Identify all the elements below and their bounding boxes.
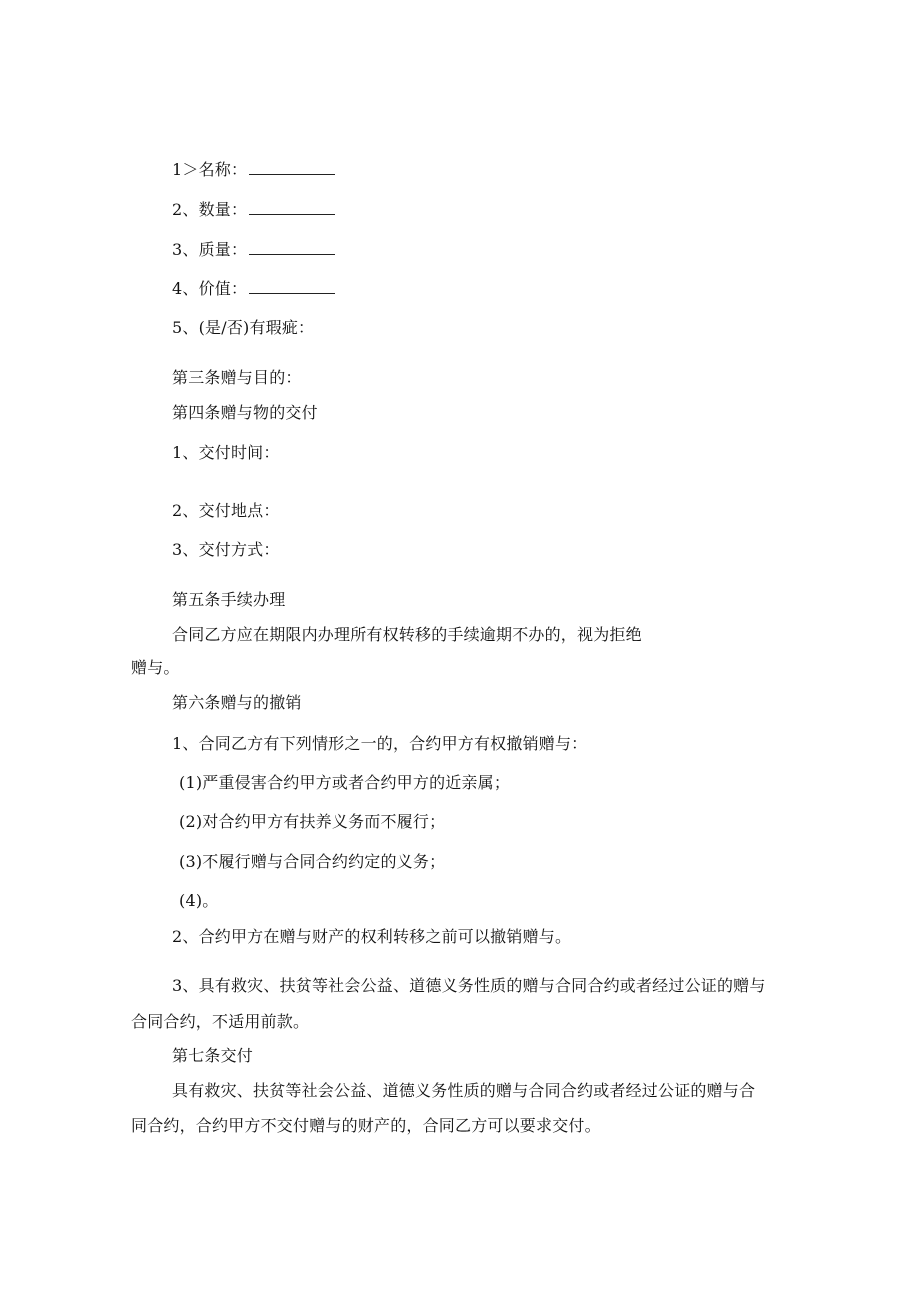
article5-title: 第五条手续办理 <box>172 590 286 609</box>
gift-value-blank <box>249 279 335 294</box>
gift-quality-blank <box>249 240 335 255</box>
gift-value-label: 4、价值： <box>172 279 248 298</box>
article6-sub-item3: (3)不履行赠与合同合约约定的义务； <box>179 852 446 871</box>
article5-body-line1: 合同乙方应在期限内办理所有权转移的手续逾期不办的，视为拒绝 <box>172 625 642 644</box>
article6-item3-line1: 3、具有救灾、扶贫等社会公益、道德义务性质的赠与合同合约或者经过公证的赠与 <box>172 976 766 995</box>
article7-body-line2: 同合约，合约甲方不交付赠与的财产的，合同乙方可以要求交付。 <box>131 1116 601 1135</box>
article6-sub-item2: (2)对合约甲方有扶养义务而不履行； <box>179 812 446 831</box>
gift-name-label: 1＞名称： <box>172 160 248 179</box>
delivery-place-line: 2、交付地点： <box>172 501 280 520</box>
article7-title: 第七条交付 <box>172 1046 254 1065</box>
gift-quantity-blank <box>249 200 335 215</box>
article6-sub-item4: (4)。 <box>179 891 219 910</box>
gift-quality-label: 3、质量： <box>172 240 248 259</box>
gift-quantity-line <box>172 200 335 220</box>
article6-item3-line2: 合同合约，不适用前款。 <box>131 1012 310 1031</box>
gift-quality-line <box>172 240 335 260</box>
article6-item2: 2、合约甲方在赠与财产的权利转移之前可以撤销赠与。 <box>172 927 572 946</box>
delivery-method-line: 3、交付方式： <box>172 540 280 559</box>
gift-defect-line: 5、(是/否)有瑕疵： <box>172 318 315 337</box>
article6-title: 第六条赠与的撤销 <box>172 693 302 712</box>
article7-body-line1: 具有救灾、扶贫等社会公益、道德义务性质的赠与合同合约或者经过公证的赠与合 <box>172 1081 756 1100</box>
delivery-time-line: 1、交付时间： <box>172 443 280 462</box>
article6-sub-item1: (1)严重侵害合约甲方或者合约甲方的近亲属； <box>179 773 511 792</box>
article4-title: 第四条赠与物的交付 <box>172 403 318 422</box>
gift-quantity-label: 2、数量： <box>172 200 248 219</box>
gift-name-blank <box>249 160 335 175</box>
article3-title: 第三条赠与目的： <box>172 368 302 387</box>
gift-value-line <box>172 279 335 299</box>
article5-body-line2: 赠与。 <box>131 658 180 677</box>
article6-item1: 1、合同乙方有下列情形之一的，合约甲方有权撤销赠与： <box>172 734 588 753</box>
gift-name-line <box>172 160 335 180</box>
